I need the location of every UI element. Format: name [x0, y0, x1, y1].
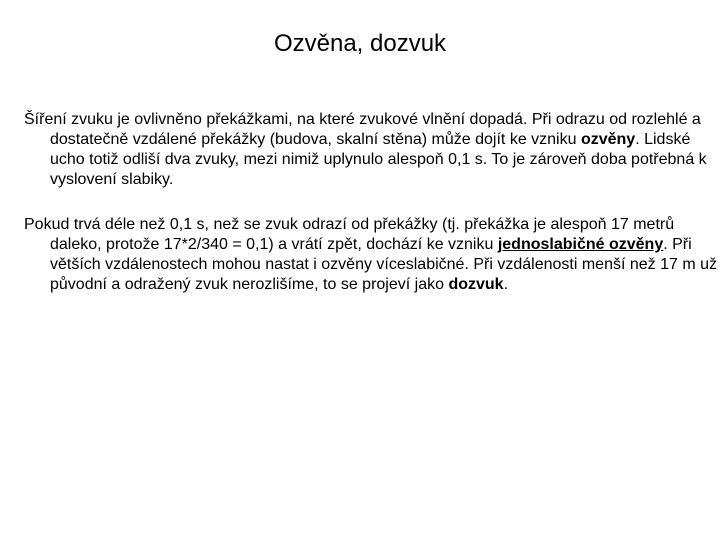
paragraph-text: .: [503, 276, 509, 293]
paragraph-text: Šíření zvuku je ovlivněno překážkami, na které zvukové vlnění dopadá. Při odrazu od rozlehlé a dostatečně vzdálené překážky (budova, skalní stěna) může dojít ke vzniku: [24, 111, 701, 148]
keyword-jednoslabicne-ozveny: jednoslabičné ozvěny: [497, 236, 664, 253]
paragraph-text: . Lidské ucho totiž odliší dva zvuky, mezi nimiž uplynulo alespoň 0,1 s. To je zároveň doba potřebná k vyslovení slabiky.: [50, 131, 707, 188]
paragraph-reverberation: [24, 215, 720, 295]
keyword-dozvuk: dozvuk: [448, 276, 504, 293]
paragraph-echo-intro: [24, 110, 720, 190]
keyword-ozveny: ozvěny: [580, 131, 636, 148]
paragraph-text: Pokud trvá déle než 0,1 s, než se zvuk odrazí od překážky (tj. překážka je alespoň 17 metrů daleko, protože 17*2/340 = 0,1) a vrátí zpět, dochází ke vzniku: [24, 216, 675, 253]
slide-title: Ozvěna, dozvuk: [273, 30, 447, 57]
paragraph-text: . Při větších vzdálenostech mohou nastat i ozvěny víceslabičné. Při vzdálenosti menší než 17 m už původní a odražený zvuk nerozlišíme, to se projeví jako: [50, 236, 718, 293]
